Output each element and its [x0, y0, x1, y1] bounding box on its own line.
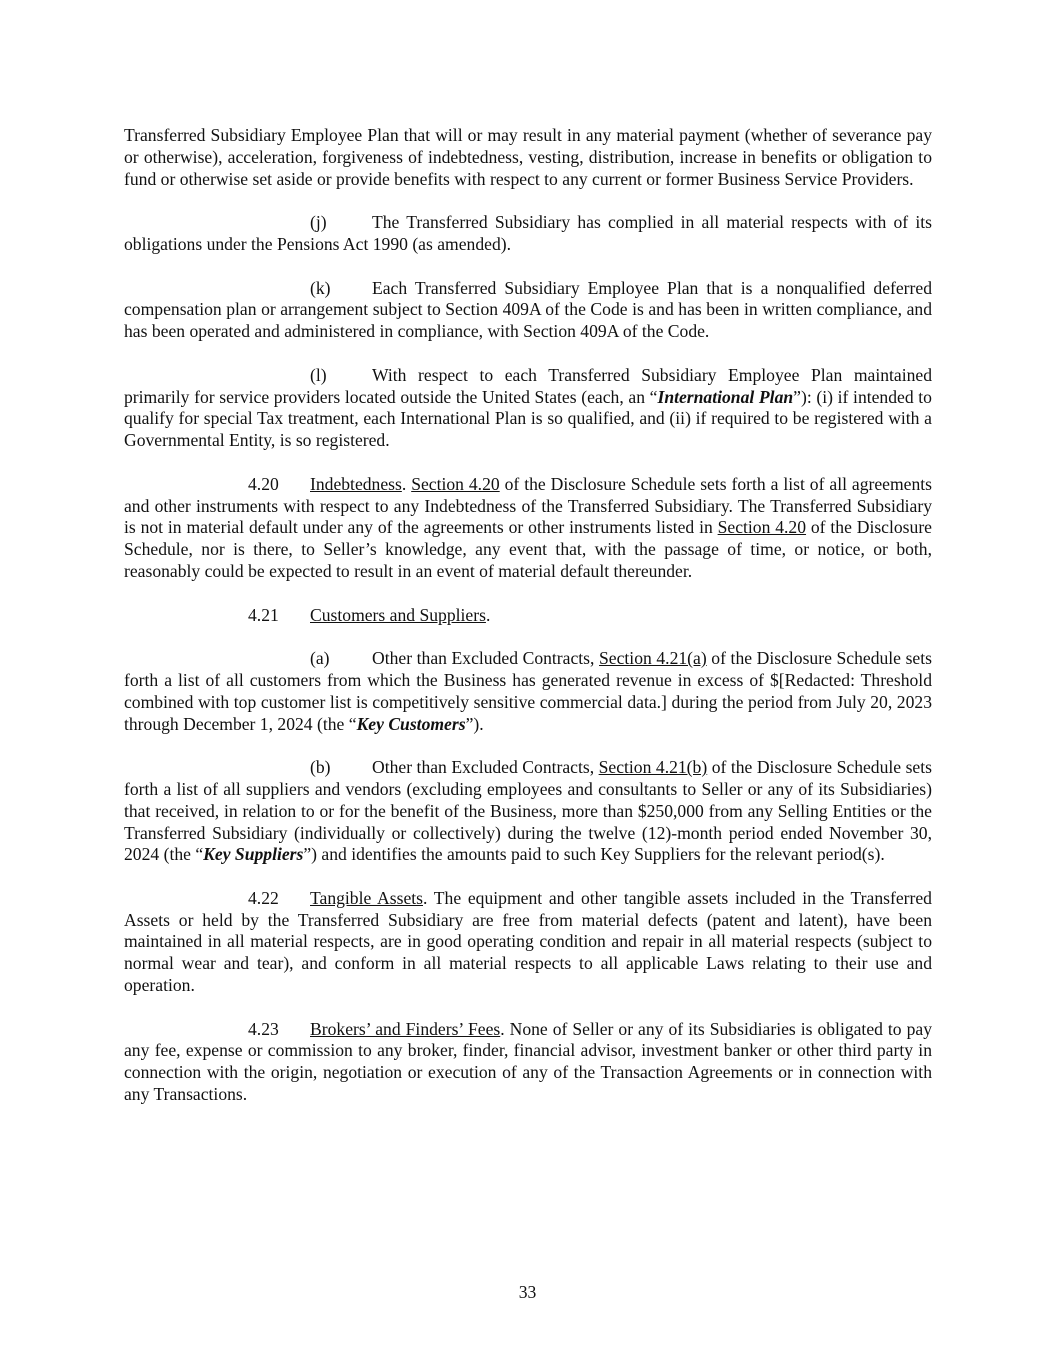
intro-text: Transferred Subsidiary Employee Plan that will or may result in any material payment (whether of severance pay or otherwise), acceleration, forgiveness of indebtedness, vesting, distribution, increase in benefits or obligation to fund or otherwise set aside or provide benefits with respect to any current or former Business Service Providers. — [124, 125, 932, 189]
paragraph-j — [124, 212, 932, 256]
text-4-23: . None of Seller or any of its Subsidiaries is obligated to pay any fee, expense or commission to any broker, finder, financial advisor, investment banker or other third party in connection with the origin, negotiation or execution of any of the Transaction Agreements or in connection with any Transactions. — [124, 1018, 933, 1105]
section-4-20 — [124, 474, 932, 583]
section-number-4-23: 4.23 — [248, 1018, 279, 1039]
section-reference-4-21-b: Section 4.21(b) — [598, 757, 708, 778]
section-heading-indebtedness: Indebtedness — [310, 473, 402, 494]
section-4-21 — [124, 605, 932, 627]
section-reference-4-21-a: Section 4.21(a) — [599, 648, 707, 669]
text-4-21-b-b: of the Disclosure Schedule sets forth a list of all suppliers and vendors (excluding employees and consultants to Seller or any of its Subsidiaries) that received, in relation to or for the benefit of the Business, more than $250,000 from any Selling Entities or the Transferred Subsidiary (individually or collectively) during the twelve (12)-month period ended November 30, 2024 (the “ — [124, 757, 932, 865]
text-4-20-b: of the Disclosure Schedule, nor is there, to Seller’s knowledge, any event that, with the passage of time, or notice, or both, reasonably could be expected to result in an event of material default thereunder. — [124, 517, 932, 581]
section-4-23 — [124, 1019, 932, 1106]
text-4-22: . The equipment and other tangible assets included in the Transferred Assets or held by the Transferred Subsidiary are free from material defects (patent and latent), have been maintained in all material respects, are in good operating condition and repair in all material respects (subject to normal wear and tear), and conform in all material respects to all applicable Laws relating to their use and operation. — [124, 887, 932, 996]
section-number-4-21: 4.21 — [248, 604, 279, 625]
text-4-21-b-a: Other than Excluded Contracts, — [372, 757, 599, 778]
label-4-21-a: (a) — [310, 648, 330, 669]
section-number-4-22: 4.22 — [248, 887, 279, 908]
text-k: Each Transferred Subsidiary Employee Plan that is a nonqualified deferred compensation plan or arrangement subject to Section 409A of the Code is and has been in written compliance, and has been operated and administered in compliance, with Section 409A of the Code. — [124, 277, 932, 342]
section-reference-4-20-a: Section 4.20 — [411, 473, 500, 494]
section-reference-4-20-b: Section 4.20 — [717, 517, 807, 538]
page-number: 33 — [518, 1282, 537, 1302]
text-4-21-a-c: ”). — [465, 713, 484, 734]
section-heading-brokers-fees: Brokers’ and Finders’ Fees — [310, 1018, 501, 1039]
section-heading-customers-suppliers: Customers and Suppliers — [310, 604, 486, 625]
text-4-21-a-b: of the Disclosure Schedule sets forth a list of all customers from which the Business has generated revenue in excess of $[Redacted: Threshold combined with top customer list is competitively sensitive commercial data.] during the period from July 20, 2023 through December 1, 2024 (the “ — [124, 648, 932, 734]
section-number-4-20: 4.20 — [248, 473, 279, 494]
text-4-21-b-c: ”) and identifies the amounts paid to such Key Suppliers for the relevant period(s). — [303, 844, 885, 865]
defined-term-key-suppliers: Key Suppliers — [203, 844, 304, 865]
section-heading-tangible-assets: Tangible Assets — [310, 887, 423, 908]
heading-period-4-20: . — [401, 473, 412, 494]
document-page — [124, 125, 932, 1128]
text-4-21-a-a: Other than Excluded Contracts, — [372, 648, 600, 669]
defined-term-international-plan: International Plan — [657, 386, 794, 407]
paragraph-4-21-a — [124, 648, 932, 735]
label-j: (j) — [310, 212, 327, 233]
paragraph-l — [124, 365, 932, 452]
paragraph-intro-continuation — [124, 125, 932, 190]
label-4-21-b: (b) — [310, 757, 331, 778]
paragraph-k — [124, 278, 932, 343]
text-4-20-a: of the Disclosure Schedule sets forth a list of all agreements and other instruments with respect to any Indebtedness of the Transferred Subsidiary. The Transferred Subsidiary is not in material default under any of the agreements or other instruments listed in — [124, 473, 933, 538]
defined-term-key-customers: Key Customers — [356, 713, 466, 734]
paragraph-4-21-b — [124, 757, 932, 866]
text-j: The Transferred Subsidiary has complied in all material respects with of its obligations under the Pensions Act 1990 (as amended). — [124, 212, 932, 254]
section-4-22 — [124, 888, 932, 997]
text-l-a: With respect to each Transferred Subsidiary Employee Plan maintained primarily for service providers located outside the United States (each, an “ — [124, 364, 932, 407]
label-l: (l) — [310, 364, 327, 385]
text-l-b: ”): (i) if intended to qualify for special Tax treatment, each International Plan is so qualified, and (ii) if required to be registered with a Governmental Entity, is so registered. — [124, 386, 932, 451]
label-k: (k) — [310, 277, 331, 298]
heading-period-4-21: . — [485, 604, 491, 625]
